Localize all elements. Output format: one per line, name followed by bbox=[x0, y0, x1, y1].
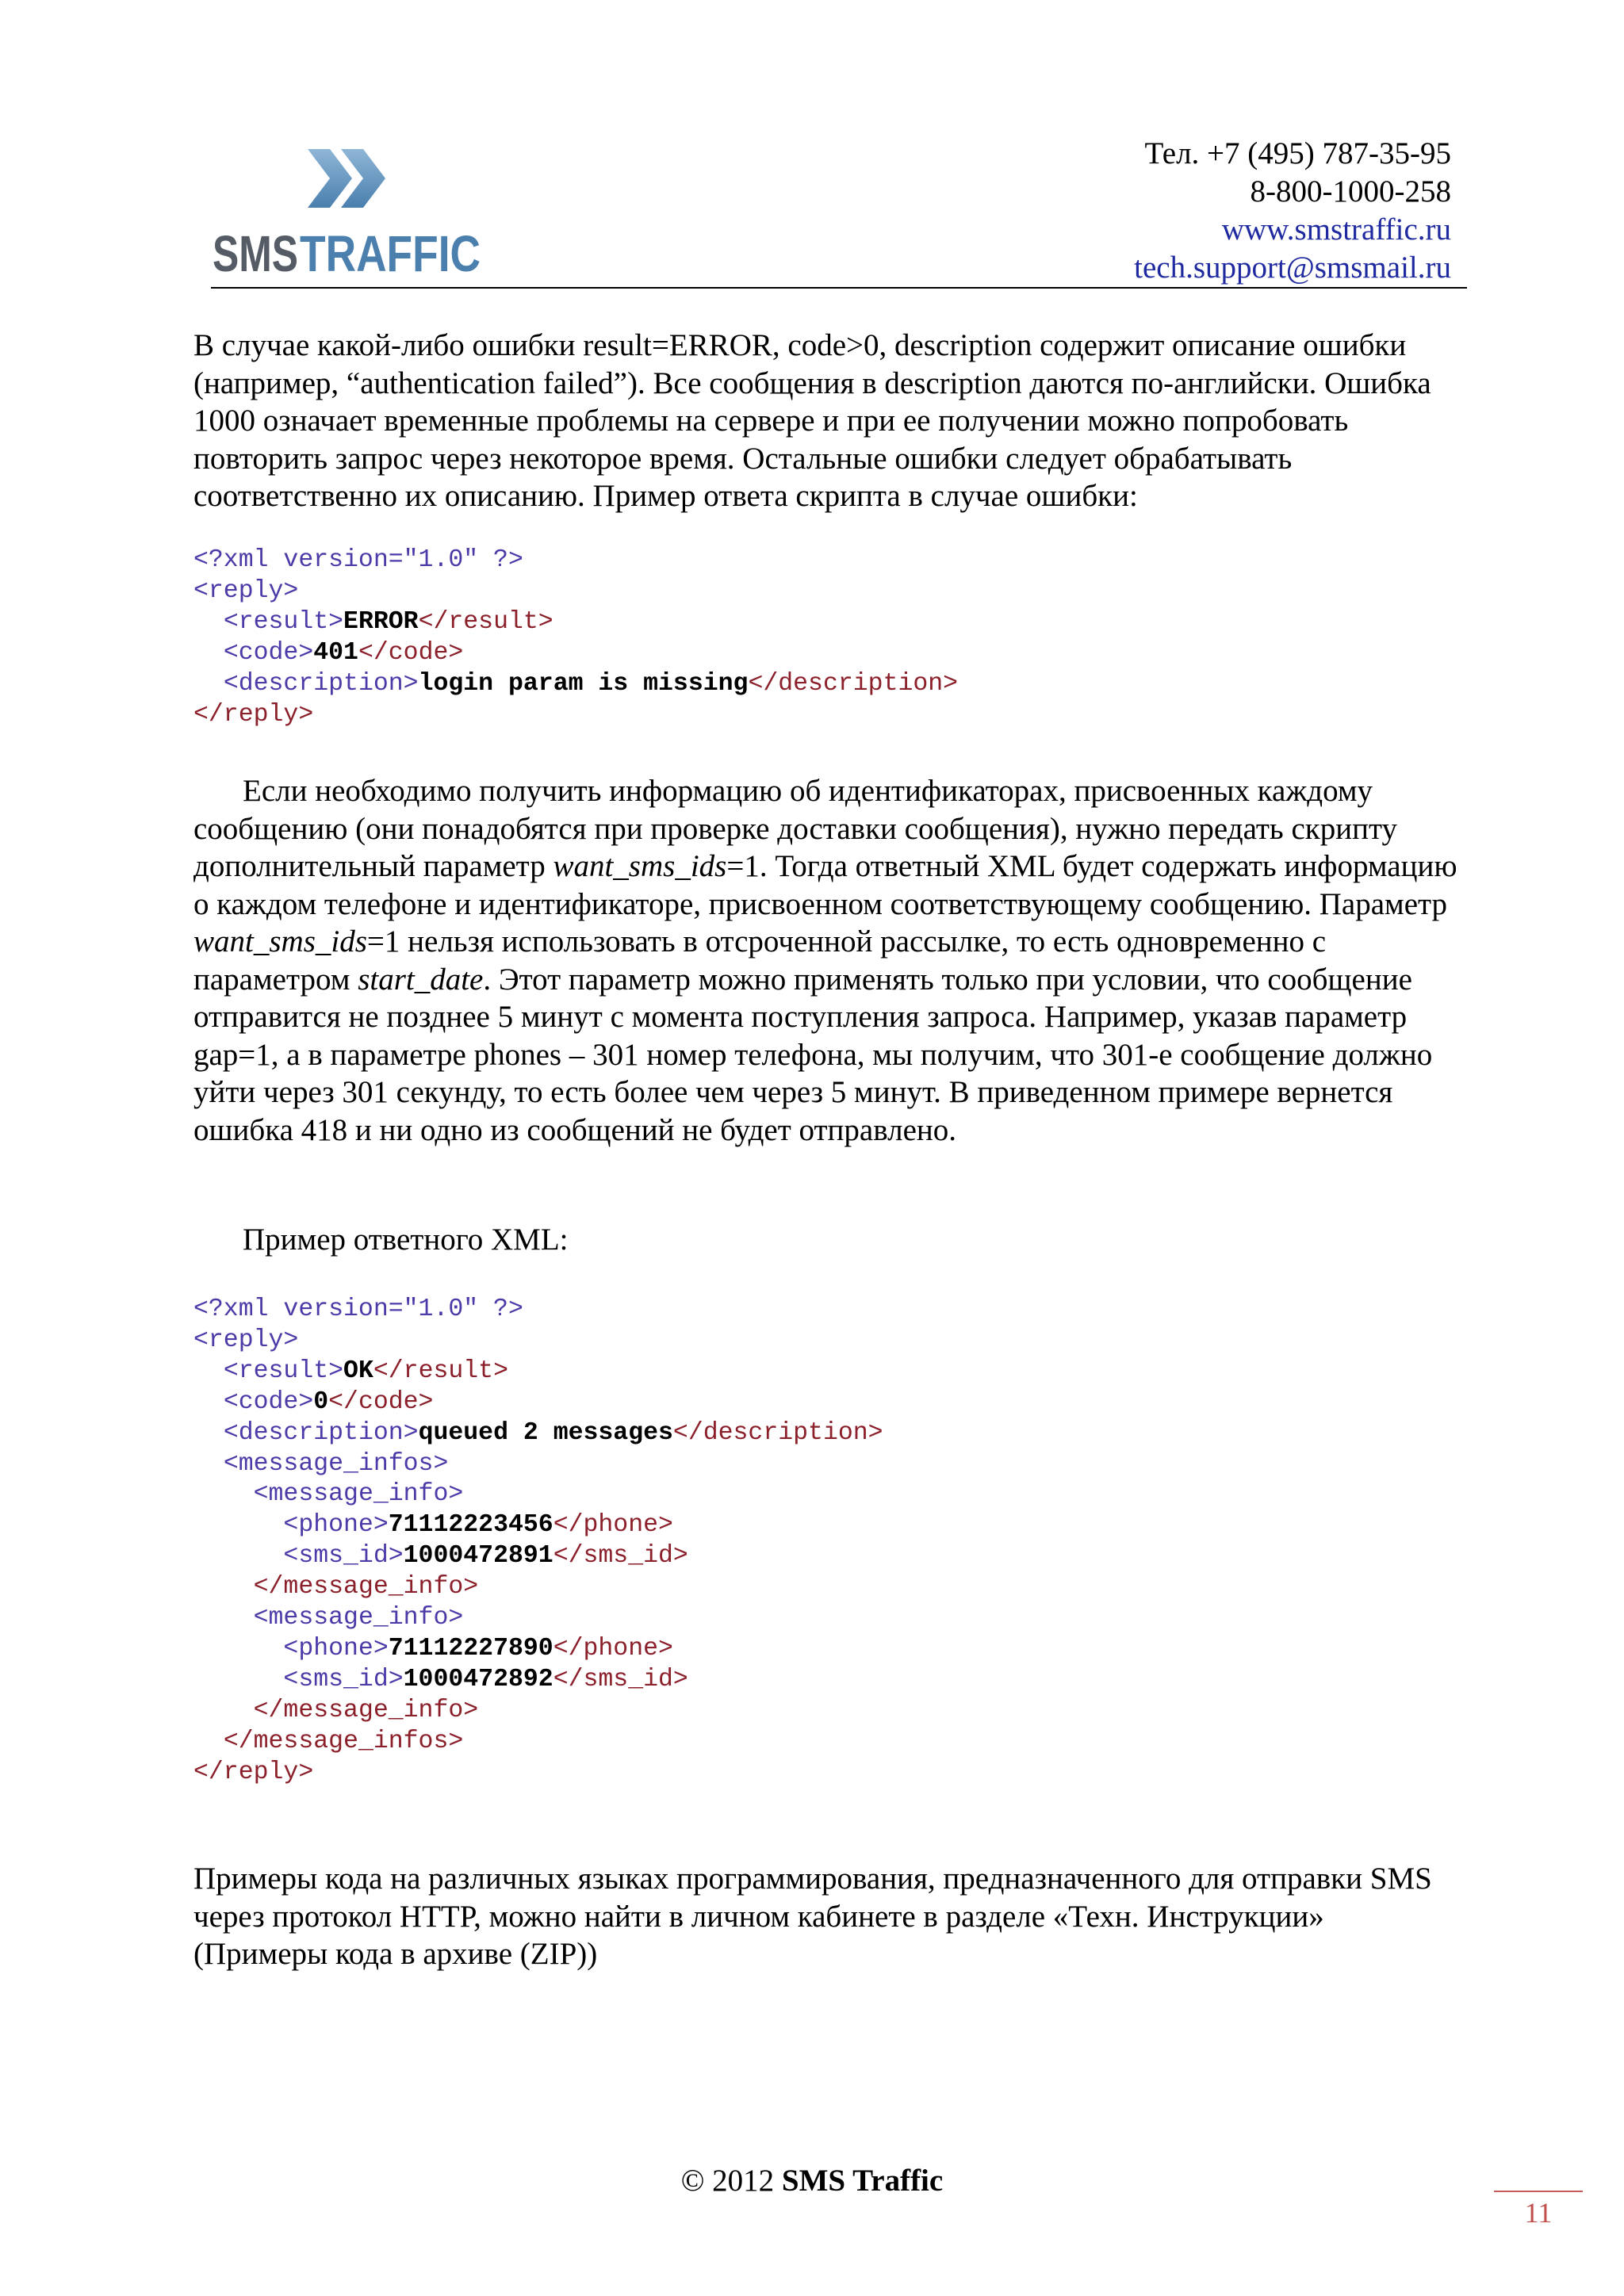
company-name: SMS Traffic bbox=[781, 2164, 944, 2198]
svg-text:SMS: SMS bbox=[213, 225, 298, 282]
response-example-heading: Пример ответного XML: bbox=[243, 1223, 569, 1257]
contact-block bbox=[1134, 135, 1451, 287]
code-value: 401 bbox=[313, 638, 358, 667]
reply-open-tag: <reply> bbox=[193, 576, 299, 605]
phone-number: Тел. +7 (495) 787-35-95 bbox=[1144, 136, 1451, 170]
xml-declaration: <?xml version="1.0" ?> bbox=[193, 546, 523, 574]
reply-close-tag: </reply> bbox=[193, 700, 314, 729]
svg-text:TRAFFIC: TRAFFIC bbox=[300, 225, 481, 282]
param-start-date: start_date bbox=[358, 962, 484, 997]
phone-value: 71112223456 bbox=[388, 1511, 553, 1540]
response-xml-example: <?xml version="1.0" ?> <reply> <result>OK</result> <code>0</code> <description>queued 2 messages</description> <message_infos> <message_info> <phone>71112223456</phone> <sms_id>1000472891</sms_id> </message_info> <message_info> <phone>71112227890</phone> <sms_id>1000472892</sms_id> </message_info> </message_infos> </reply> bbox=[193, 1295, 883, 1786]
company-logo bbox=[208, 143, 485, 282]
copyright-footer bbox=[0, 2163, 1624, 2198]
description-value: queued 2 messages bbox=[418, 1418, 673, 1447]
code-value: 0 bbox=[313, 1387, 329, 1416]
error-xml-example: <?xml version="1.0" ?> <reply> <result>ERROR</result> <code>401</code> <description>login param is missing</description> </reply> bbox=[193, 546, 959, 729]
error-description-paragraph: В случае какой-либо ошибки result=ERROR, code>0, description содержит описание ошибки (например, “authentication failed”). Все сообщения в description даются по-английски. Ошибка 1000 означает временные проблемы на сервере и при ее получении можно попробовать повторить запрос через некоторое время. Остальные ошибки следует обрабатывать соответственно их описанию. Пример ответа скрипта в случае ошибки: bbox=[193, 328, 1431, 513]
website-link[interactable]: www.smstraffic.ru bbox=[1221, 212, 1451, 247]
code-examples-paragraph: Примеры кода на различных языках программирования, предназначенного для отправки SMS через протокол HTTP, можно найти в личном кабинете в разделе «Техн. Инструкции» (Примеры кода в архиве (ZIP)) bbox=[193, 1862, 1432, 1971]
param-want-sms-ids: want_sms_ids bbox=[193, 924, 367, 959]
header-divider bbox=[211, 287, 1467, 289]
sms-id-value: 1000472891 bbox=[403, 1542, 553, 1571]
param-want-sms-ids: want_sms_ids bbox=[553, 849, 727, 883]
tollfree-number: 8-800-1000-258 bbox=[1250, 174, 1451, 209]
sms-ids-paragraph: Если необходимо получить информацию об идентификаторах, присвоенных каждому сообщению (они понадобятся при проверке доставки сообщения), нужно передать скрипту дополнительный параметр want_sms_ids=1. Тогда ответный XML будет содержать информацию о каждом телефоне и идентификаторе, присвоенном соответствующему сообщению. Параметр want_sms_ids=1 нельзя использовать в отсроченной рассылке, то есть одновременно с параметром start_date. Этот параметр можно применять только при условии, что сообщение отправится не позднее 5 минут с момента поступления запроса. Например, указав параметр gap=1, а в параметре phones – 301 номер телефона, мы получим, что 301-е сообщение должно уйти через 301 секунду, то есть более чем через 5 минут. В приведенном примере вернется ошибка 418 и ни одно из сообщений не будет отправлено. bbox=[193, 774, 1457, 1147]
result-value: OK bbox=[343, 1357, 373, 1385]
phone-value: 71112227890 bbox=[388, 1634, 553, 1663]
copyright-text: © 2012 bbox=[680, 2164, 775, 2198]
description-value: login param is missing bbox=[418, 669, 749, 698]
support-email-link[interactable]: tech.support@smsmail.ru bbox=[1134, 251, 1451, 285]
page-number-divider bbox=[1494, 2191, 1583, 2192]
sms-id-value: 1000472892 bbox=[403, 1665, 553, 1693]
page-number: 11 bbox=[1524, 2197, 1553, 2229]
chevron-icon bbox=[308, 149, 352, 208]
logo-graphic bbox=[208, 143, 485, 282]
result-value: ERROR bbox=[343, 607, 419, 636]
